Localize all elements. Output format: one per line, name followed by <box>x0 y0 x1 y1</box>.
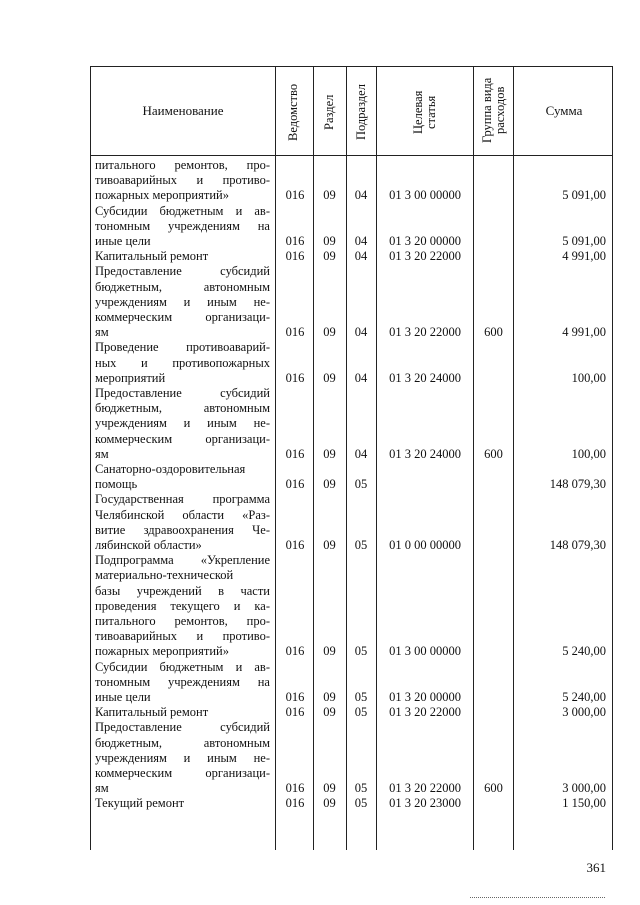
header-dept: Ведомство <box>286 83 300 141</box>
row-name-line: Текущий ремонт <box>95 796 185 811</box>
row-name-line: Субсидии бюджетным и ав- <box>95 203 270 218</box>
row-name <box>95 720 270 796</box>
cell-section: 09 <box>323 370 336 385</box>
cell-subsection: 05 <box>354 537 368 552</box>
cell-section: 09 <box>323 233 336 248</box>
row-name <box>95 204 270 250</box>
header-name: Наименование <box>142 103 224 118</box>
table-row <box>0 264 640 340</box>
cell-sum: 5 091,00 <box>562 233 606 248</box>
cell-target-article: 01 3 20 23000 <box>389 796 461 811</box>
cell-subsection: 04 <box>354 325 368 340</box>
row-name-line: лябинской области» <box>95 538 202 552</box>
table-row <box>0 386 640 462</box>
cell-subsection: 04 <box>354 188 368 203</box>
cell-dept: 016 <box>285 781 305 796</box>
cell-dept: 016 <box>285 644 305 659</box>
cell-dept: 016 <box>285 537 305 552</box>
cell-dept: 016 <box>285 477 305 492</box>
cell-subsection: 05 <box>354 644 368 659</box>
cell-dept: 016 <box>285 689 305 704</box>
cell-target-article: 01 3 00 00000 <box>389 188 461 203</box>
row-name-line: тономным учреждениям на <box>95 674 270 689</box>
row-name-line: Капитальный ремонт <box>95 249 209 264</box>
row-name-line: материально-технической <box>95 568 234 583</box>
cell-dept: 016 <box>285 188 305 203</box>
row-name-line: Подпрограмма «Укрепление <box>95 553 270 568</box>
cell-sum: 148 079,30 <box>549 537 606 552</box>
cell-sum: 100,00 <box>571 370 606 385</box>
cell-target-article: 01 3 20 24000 <box>389 370 461 385</box>
row-name <box>95 705 270 720</box>
table-row <box>0 796 640 811</box>
row-name-line: пожарных мероприятий» <box>95 644 229 659</box>
cell-dept: 016 <box>285 370 305 385</box>
row-name <box>95 462 270 492</box>
row-name-line: питального ремонтов, про- <box>95 158 270 172</box>
row-name-line: тономным учреждениям на <box>95 218 270 233</box>
cell-dept: 016 <box>285 233 305 248</box>
cell-target-article: 01 3 20 22000 <box>389 249 461 264</box>
row-name <box>95 386 270 462</box>
cell-section: 09 <box>323 477 336 492</box>
cell-sum: 4 991,00 <box>562 325 606 340</box>
row-name-line: проведения текущего и ка- <box>95 598 270 613</box>
cell-section: 09 <box>323 644 336 659</box>
row-name-line: иные цели <box>95 690 151 704</box>
cell-section: 09 <box>323 325 336 340</box>
row-name-line: тивоаварийных и противо- <box>95 173 270 188</box>
cell-dept: 016 <box>285 796 305 811</box>
table-row <box>0 204 640 250</box>
row-name-line: учреждениям и иным не- <box>95 750 270 765</box>
row-name-line: ям <box>95 325 109 340</box>
cell-target-article: 01 3 20 22000 <box>389 325 461 340</box>
cell-dept: 016 <box>285 446 305 461</box>
table-top-border <box>90 66 612 67</box>
cell-target-article: 01 3 20 24000 <box>389 446 461 461</box>
cell-subsection: 04 <box>354 249 368 264</box>
page-number: 361 <box>586 860 606 875</box>
table-row <box>0 492 640 553</box>
row-name-line: Капитальный ремонт <box>95 705 209 720</box>
cell-sum: 4 991,00 <box>562 249 606 264</box>
cell-subsection: 05 <box>354 705 368 720</box>
table-row <box>0 158 640 204</box>
header-subsection: Подраздел <box>354 84 368 140</box>
row-name-line: Предоставление субсидий <box>95 264 270 279</box>
cell-sum: 100,00 <box>571 446 606 461</box>
cell-sum: 5 091,00 <box>562 188 606 203</box>
cell-expense-group: 600 <box>484 781 503 796</box>
row-name-line: коммерческим организаци- <box>95 310 270 324</box>
cell-target-article: 01 3 20 00000 <box>389 233 461 248</box>
cell-subsection: 05 <box>354 781 368 796</box>
table-row <box>0 660 640 706</box>
header-expense-group-line1: Группа вида <box>480 77 494 143</box>
header-expense-group <box>481 68 507 152</box>
cell-target-article: 01 0 00 00000 <box>389 537 461 552</box>
cell-section: 09 <box>323 446 336 461</box>
header-sum: Сумма <box>545 103 583 118</box>
row-name <box>95 660 270 706</box>
cell-expense-group: 600 <box>484 446 503 461</box>
row-name <box>95 249 270 264</box>
row-name <box>95 158 270 204</box>
row-name-line: витие здравоохранения Че- <box>95 522 270 537</box>
table-row <box>0 340 640 386</box>
cell-sum: 5 240,00 <box>562 689 606 704</box>
cell-sum: 3 000,00 <box>562 781 606 796</box>
footer-dotted-line <box>470 897 605 898</box>
cell-section: 09 <box>323 705 336 720</box>
row-name-line: базы учреждений в части <box>95 583 270 598</box>
row-name-line: ям <box>95 446 109 461</box>
cell-dept: 016 <box>285 705 305 720</box>
table-row <box>0 720 640 796</box>
cell-section: 09 <box>323 537 336 552</box>
cell-section: 09 <box>323 249 336 264</box>
row-name-line: Предоставление субсидий <box>95 386 270 400</box>
cell-section: 09 <box>323 188 336 203</box>
cell-sum: 5 240,00 <box>562 644 606 659</box>
cell-section: 09 <box>323 781 336 796</box>
header-section: Раздел <box>322 94 336 130</box>
row-name <box>95 796 270 811</box>
row-name-line: учреждениям и иным не- <box>95 416 270 431</box>
cell-sum: 1 150,00 <box>562 796 606 811</box>
cell-section: 09 <box>323 796 336 811</box>
header-expense-group-line2: расходов <box>493 86 507 134</box>
cell-target-article: 01 3 20 22000 <box>389 781 461 796</box>
cell-subsection: 05 <box>354 796 368 811</box>
row-name <box>95 553 270 659</box>
row-name-line: бюджетным, автономным <box>95 401 270 416</box>
row-name-line: Проведение противоаварий- <box>95 340 270 355</box>
cell-expense-group: 600 <box>484 325 503 340</box>
header-target-article: Целевая статья <box>411 90 438 134</box>
cell-dept: 016 <box>285 249 305 264</box>
table-row <box>0 705 640 720</box>
row-name-line: мероприятий <box>95 370 166 385</box>
cell-dept: 016 <box>285 325 305 340</box>
row-name-line: Государственная программа <box>95 492 270 507</box>
cell-sum: 148 079,30 <box>549 477 606 492</box>
cell-subsection: 04 <box>354 446 368 461</box>
cell-section: 09 <box>323 689 336 704</box>
cell-subsection: 04 <box>354 370 368 385</box>
row-name-line: бюджетным, автономным <box>95 735 270 750</box>
table-row <box>0 462 640 492</box>
cell-target-article: 01 3 20 00000 <box>389 689 461 704</box>
row-name-line: помощь <box>95 477 138 492</box>
row-name-line: бюджетным, автономным <box>95 279 270 294</box>
cell-sum: 3 000,00 <box>562 705 606 720</box>
cell-target-article: 01 3 00 00000 <box>389 644 461 659</box>
cell-target-article: 01 3 20 22000 <box>389 705 461 720</box>
row-name-line: Предоставление субсидий <box>95 720 270 735</box>
cell-subsection: 04 <box>354 233 368 248</box>
row-name-line: Челябинской области «Раз- <box>95 507 270 522</box>
cell-subsection: 05 <box>354 689 368 704</box>
row-name-line: Санаторно-оздоровительная <box>95 462 246 476</box>
row-name <box>95 492 270 553</box>
row-name-line: пожарных мероприятий» <box>95 188 229 203</box>
row-name-line: ных и противопожарных <box>95 355 270 370</box>
row-name <box>95 264 270 340</box>
row-name-line: коммерческим организаци- <box>95 431 270 446</box>
table-row <box>0 553 640 659</box>
row-name-line: иные цели <box>95 234 151 248</box>
row-name-line: учреждениям и иным не- <box>95 294 270 309</box>
row-name-line: Субсидии бюджетным и ав- <box>95 659 270 674</box>
row-name-line: коммерческим организаци- <box>95 766 270 780</box>
cell-subsection: 05 <box>354 477 368 492</box>
table-header-divider <box>90 155 612 156</box>
row-name <box>95 340 270 386</box>
row-name-line: питального ремонтов, про- <box>95 614 270 628</box>
row-name-line: тивоаварийных и противо- <box>95 629 270 644</box>
table-row <box>0 249 640 264</box>
row-name-line: ям <box>95 781 109 796</box>
